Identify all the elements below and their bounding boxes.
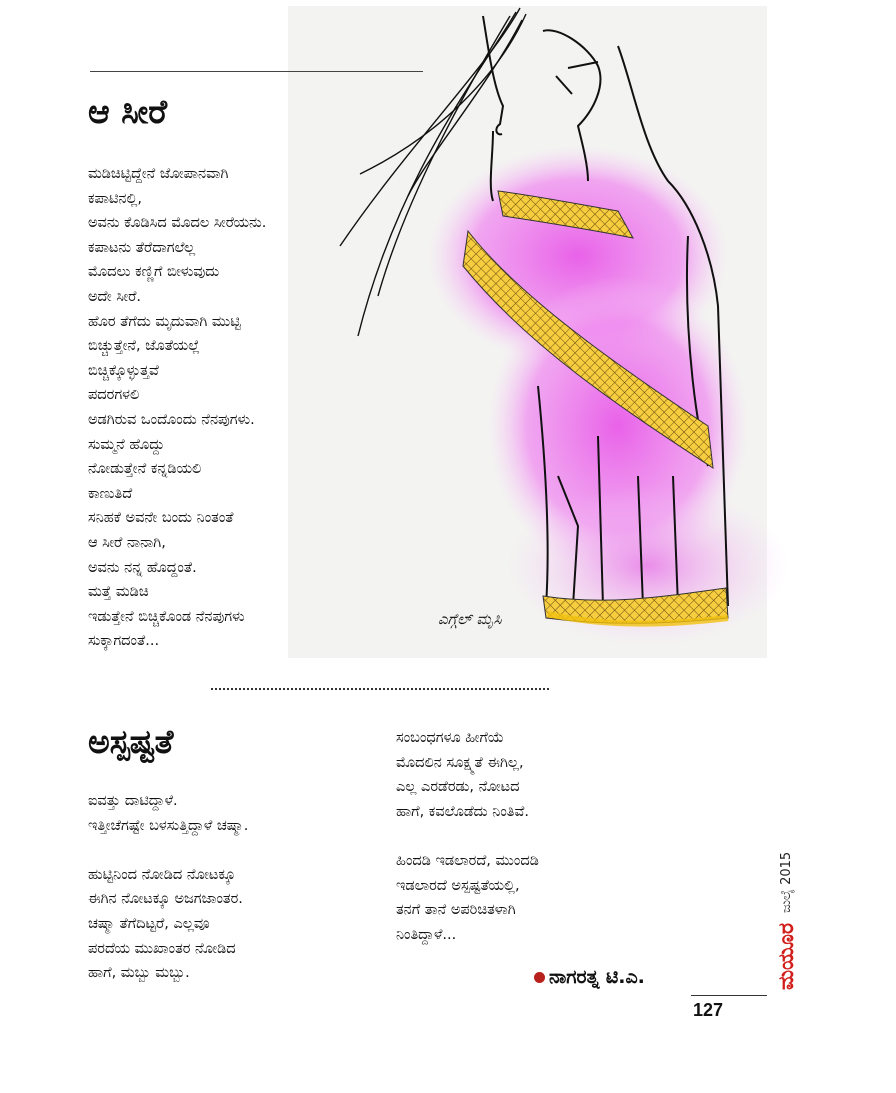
page-number: 127 xyxy=(693,1000,724,1020)
issue-date: ಜುಲೈ 2015 xyxy=(778,851,794,914)
poem2-line: ಹುಟ್ಟಿನಿಂದ ನೋಡಿದ ನೋಟಕ್ಕೂ xyxy=(88,866,236,883)
author-credit xyxy=(534,966,645,988)
author-name: ನಾಗರತ್ನ ಟಿ.ಎ. xyxy=(549,966,645,988)
poem1-title: ಆ ಸೀರೆ xyxy=(88,92,168,131)
stanza-gap xyxy=(396,824,539,849)
poem2-line: ಇತ್ತೀಚೆಗಷ್ಟೇ ಬಳಸುತ್ತಿದ್ದಾಳೆ ಚಷ್ಮಾ. xyxy=(88,817,249,834)
poem1-line: ಪದರಗಳಲಿ xyxy=(88,387,140,404)
poem2-line: ಈಗಿನ ನೋಟಕ್ಕೂ ಅಜಗಜಾಂತರ. xyxy=(88,891,243,908)
poem1-line: ನೋಡುತ್ತೇನೆ ಕನ್ನಡಿಯಲಿ xyxy=(88,461,202,478)
poem2-line: ಹಿಂದಡಿ ಇಡಲಾರದೆ, ಮುಂದಡಿ xyxy=(396,852,539,869)
artist-signature: ಎಗ್ಗೆಲ್ ಮೃಸಿ xyxy=(438,610,502,628)
saree-illustration xyxy=(288,6,767,658)
poem2-title: ಅಸ್ಪಷ್ಟತೆ xyxy=(88,722,174,761)
poem2-line: ಐವತ್ತು ದಾಟಿದ್ದಾಳೆ. xyxy=(88,793,178,809)
poem1-line: ಸುಕ್ಕಾಗದಂತೆ... xyxy=(88,633,160,650)
poem1-line: ಮೊದಲು ಕಣ್ಣಿಗೆ ಬೀಳುವುದು xyxy=(88,264,220,281)
poem1-line: ಬಿಚ್ಚಿಕ್ಕೊಳ್ಳುತ್ತವೆ xyxy=(88,362,159,379)
poem2-line: ಎಲ್ಲ ಎರಡೆರಡು, ನೋಟದ xyxy=(396,779,520,796)
poem2-line: ಚಷ್ಮಾ ತೆಗೆದಿಟ್ಟರೆ, ಎಲ್ಲವೂ xyxy=(88,915,210,932)
top-divider xyxy=(90,71,423,72)
poem1-line: ಕಾಣುತಿದೆ xyxy=(88,485,133,502)
section-divider xyxy=(211,688,549,690)
poem2-line: ಮೊದಲಿನ ಸೂಕ್ಷ್ಮತೆ ಈಗಿಲ್ಲ, xyxy=(396,754,524,771)
poem2-line: ಇಡಲಾರದೆ ಅಸ್ಪಷ್ಟತೆಯಲ್ಲಿ, xyxy=(396,877,520,894)
poem2-line: ನಿಂತಿದ್ದಾಳೆ... xyxy=(396,926,457,943)
poem2-left-column xyxy=(88,789,248,986)
poem1-line: ಮತ್ತೆ ಮಡಿಚಿ xyxy=(88,584,149,601)
poem1-line: ಸನಿಹಕೆ ಅವನೇ ಬಂದು ನಿಂತಂತೆ xyxy=(88,510,234,527)
poem2-line: ಸಂಬಂಧಗಳೂ ಹೀಗೆಯೆ xyxy=(396,730,504,746)
magazine-sidebar xyxy=(676,851,896,990)
poem1-line: ಅವನು ನನ್ನ ಹೊದ್ದಂತೆ. xyxy=(88,559,197,576)
poem1-line: ಸುಮ್ಮನೆ ಹೊದ್ದು xyxy=(88,436,165,453)
page-number-rule xyxy=(691,995,767,996)
bullet-icon xyxy=(534,972,545,983)
poem1-line: ಹೊರ ತೆಗೆದು ಮೃದುವಾಗಿ ಮುಟ್ಟಿ xyxy=(88,313,241,330)
poem2-line: ಹಾಗೆ, ಕವಲೊಡೆದು ನಿಂತಿವೆ. xyxy=(396,803,529,820)
poem1-line: ಅಡಗಿರುವ ಒಂದೊಂದು ನೆನಪುಗಳು. xyxy=(88,411,255,428)
poem1-line: ಮಡಿಚಿಟ್ಟಿದ್ದೇನೆ ಜೋಪಾನವಾಗಿ xyxy=(88,166,229,182)
stanza-gap xyxy=(88,838,248,863)
poem1-line: ಆ ಸೀರೆ ನಾನಾಗಿ, xyxy=(88,534,166,551)
magazine-name: ಮಯೂರ xyxy=(773,923,798,990)
poem1-body xyxy=(88,162,266,654)
poem2-right-column xyxy=(396,726,539,947)
poem1-line: ಇಡುತ್ತೇನೆ ಬಿಚ್ಚಿಕೊಂಡ ನೆನಪುಗಳು xyxy=(88,608,245,625)
poem2-line: ಹಾಗೆ, ಮಬ್ಬು ಮಬ್ಬು. xyxy=(88,965,190,982)
poem1-line: ಕಪಾಟಿನಲ್ಲಿ, xyxy=(88,190,143,207)
poem2-line: ತನಗೆ ತಾನೆ ಅಪರಿಚಿತಳಾಗಿ xyxy=(396,902,516,919)
poem1-line: ಕಪಾಟನು ತೆರೆದಾಗಲೆಲ್ಲ xyxy=(88,239,196,256)
poem1-line: ಅವನು ಕೊಡಿಸಿದ ಮೊದಲ ಸೀರೆಯನು. xyxy=(88,215,267,232)
poem1-line: ಅದೇ ಸೀರೆ. xyxy=(88,288,142,305)
poem2-line: ಪರದೆಯ ಮುಖಾಂತರ ನೋಡಿದ xyxy=(88,940,236,957)
poem1-line: ಬಿಚ್ಚುತ್ತೇನೆ, ಜೊತೆಯಲ್ಲೆ xyxy=(88,338,200,355)
